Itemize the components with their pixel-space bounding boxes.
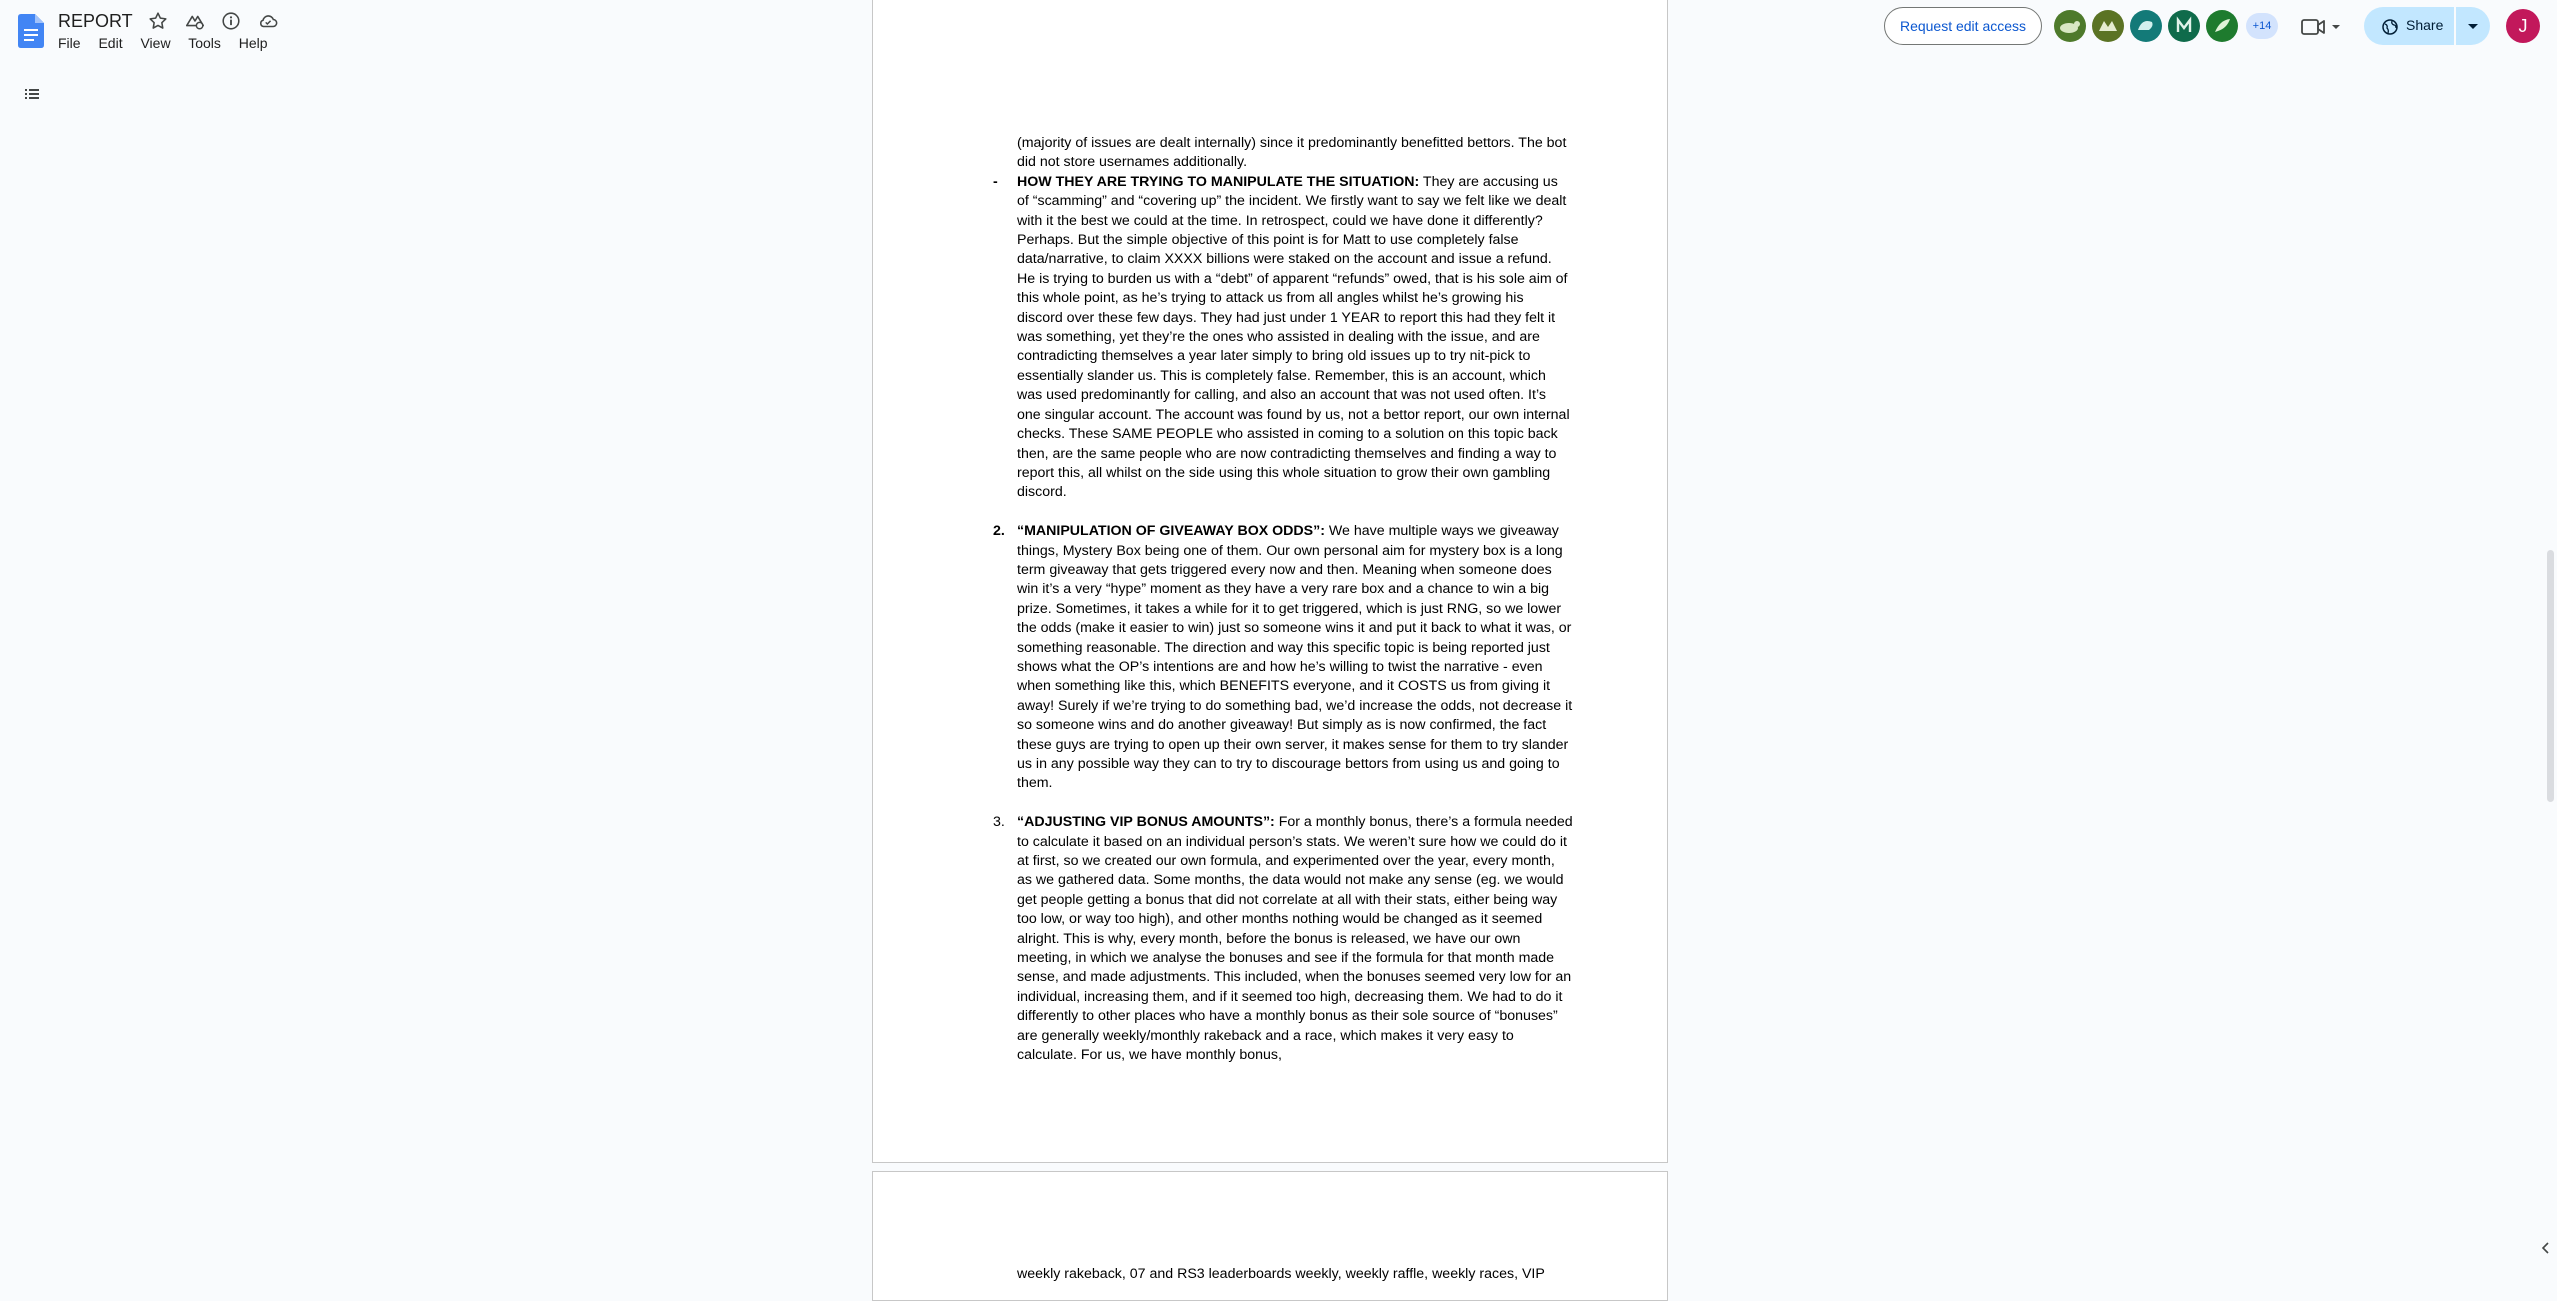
chevron-left-icon bbox=[2536, 1236, 2556, 1260]
paragraph: (majority of issues are dealt internally) since it predominantly benefitted bettors. The bot did not store usernames additionally. bbox=[1017, 135, 1567, 171]
list-item-heading: “ADJUSTING VIP BONUS AMOUNTS”: bbox=[1017, 814, 1275, 831]
scrollbar-thumb[interactable] bbox=[2547, 550, 2554, 802]
star-icon[interactable] bbox=[147, 10, 169, 32]
list-marker: 2. bbox=[993, 523, 1005, 540]
list-item bbox=[993, 522, 1573, 794]
request-edit-access-button[interactable]: Request edit access bbox=[1884, 7, 2042, 45]
docs-logo-icon[interactable] bbox=[18, 14, 44, 48]
list-marker: - bbox=[993, 173, 998, 190]
collaborator-avatar[interactable] bbox=[2130, 10, 2162, 42]
share-dropdown-button[interactable] bbox=[2456, 7, 2490, 45]
menu-view[interactable]: View bbox=[140, 35, 171, 51]
collaborator-avatar[interactable] bbox=[2092, 10, 2124, 42]
list-item-heading: HOW THEY ARE TRYING TO MANIPULATE THE SITUATION: bbox=[1017, 173, 1420, 190]
video-call-icon[interactable] bbox=[2300, 15, 2346, 39]
collaborator-avatar[interactable] bbox=[2168, 10, 2200, 42]
list-item-body: For a monthly bonus, there’s a formula needed to calculate it based on an individual person’s stats. We weren’t sure how we could do it at first, so we created our own formula, and experimented over the year, every month, as we gathered data. Some months, the data would not make any sense (eg. we would get people getting a bonus that did not correlate at all with their stats, either being way too low, or way too high), and other months nothing would be changed as it seemed alright. This is why, every month, before the bonus is released, we have our own meeting, in which we analyse the bonuses and see if the formula for that month made sense, and made adjustments. This included, when the bonuses seemed very low for an individual, increasing them, and if it seemed too high, decreasing them. We had to do it differently to other places who have a monthly bonus as their sole source of “bonuses” are generally weekly/monthly rakeback and a race, which makes it very easy to calculate. For us, we have monthly bonus, bbox=[1017, 814, 1573, 1064]
user-avatar[interactable]: J bbox=[2506, 9, 2540, 43]
list-item-body: We have multiple ways we giveaway things, Mystery Box being one of them. Our own personal aim for mystery box is a long term giveaway that gets triggered every now and then. Meaning when someone does win it’s a very “hype” moment as they have a very rare box and a chance to win a big prize. Sometimes, it takes a while for it to get triggered, which is just RNG, so we lower the odds (make it easier to win) just so someone wins it and put it back to what it was, or something reasonable. The direction and way this specific topic is being reported just shows what the OP’s intentions are and how he’s willing to twist the narrative - even when something like this, which BENEFITS everyone, and it COSTS us from giving it away! Surely if we’re trying to do something bad, we’d increase the odds, not decrease it so someone wins and do another giveaway! But simply as is now confirmed, the fact these guys are trying to open up their own server, it makes sense for them to try slander us in any possible way they can to try to discourage bettors from using us and going to them. bbox=[1017, 523, 1573, 792]
menu-tools[interactable]: Tools bbox=[188, 35, 221, 51]
list-marker: 3. bbox=[993, 814, 1005, 831]
collaborator-avatar[interactable] bbox=[2054, 10, 2086, 42]
list-item-body: They are accusing us of “scamming” and “covering up” the incident. We firstly want to say we felt like we dealt with it the best we could at the time. In retrospect, could we have done it differently? Perhaps. But the simple objective of this point is for Matt to use completely false data/narrative, to claim XXXX billions were staked on the account and issue a refund. He is trying to burden us with a “debt” of apparent “refunds” owed, that is his sole aim of this whole point, as he’s trying to attack us from all angles whilst he’s growing his discord over these few days. They had just under 1 YEAR to report this had they felt it was something, yet they’re the ones who assisted in dealing with the issue, and are contradicting themselves a year later simply to bring old issues up to try nit-pick to essentially slander us. This is completely false. Remember, this is an account, which was used predominantly for calling, and also an account that was not used often. It’s one singular account. The account was found by us, not a bettor report, our own internal checks. These SAME PEOPLE who assisted in coming to a solution on this topic back then, are the same people who are now contradicting themselves and finding a way to report this, all whilst on the side using this whole situation to grow their own gambling discord. bbox=[1017, 173, 1570, 501]
list-item bbox=[993, 813, 1573, 1065]
document-outline-button[interactable] bbox=[14, 76, 50, 112]
document-page[interactable] bbox=[872, 0, 1668, 1163]
paragraph: weekly rakeback, 07 and RS3 leaderboards weekly, weekly raffle, weekly races, VIP bbox=[1017, 1266, 1545, 1282]
list-item-heading: “MANIPULATION OF GIVEAWAY BOX ODDS”: bbox=[1017, 523, 1325, 540]
collaborator-avatar[interactable] bbox=[2206, 10, 2238, 42]
list-item bbox=[993, 173, 1573, 503]
menu-help[interactable]: Help bbox=[238, 35, 268, 51]
document-title[interactable]: REPORT bbox=[58, 11, 133, 31]
chevron-down-icon bbox=[2456, 7, 2490, 45]
info-icon[interactable] bbox=[220, 10, 242, 32]
menu-file[interactable]: File bbox=[58, 35, 81, 51]
more-collaborators-badge[interactable]: +14 bbox=[2246, 13, 2278, 39]
menu-bar bbox=[58, 35, 282, 51]
cloud-status-icon[interactable] bbox=[257, 10, 279, 32]
document-page[interactable] bbox=[872, 1171, 1668, 1301]
share-button[interactable] bbox=[2364, 7, 2454, 45]
side-panel-toggle[interactable] bbox=[2536, 1236, 2556, 1260]
move-icon[interactable] bbox=[184, 10, 206, 32]
menu-edit[interactable]: Edit bbox=[98, 35, 123, 51]
page-content bbox=[993, 134, 1573, 1065]
share-label: Share bbox=[2406, 17, 2444, 33]
document-outline-icon bbox=[14, 76, 50, 112]
globe-icon bbox=[2382, 19, 2398, 35]
